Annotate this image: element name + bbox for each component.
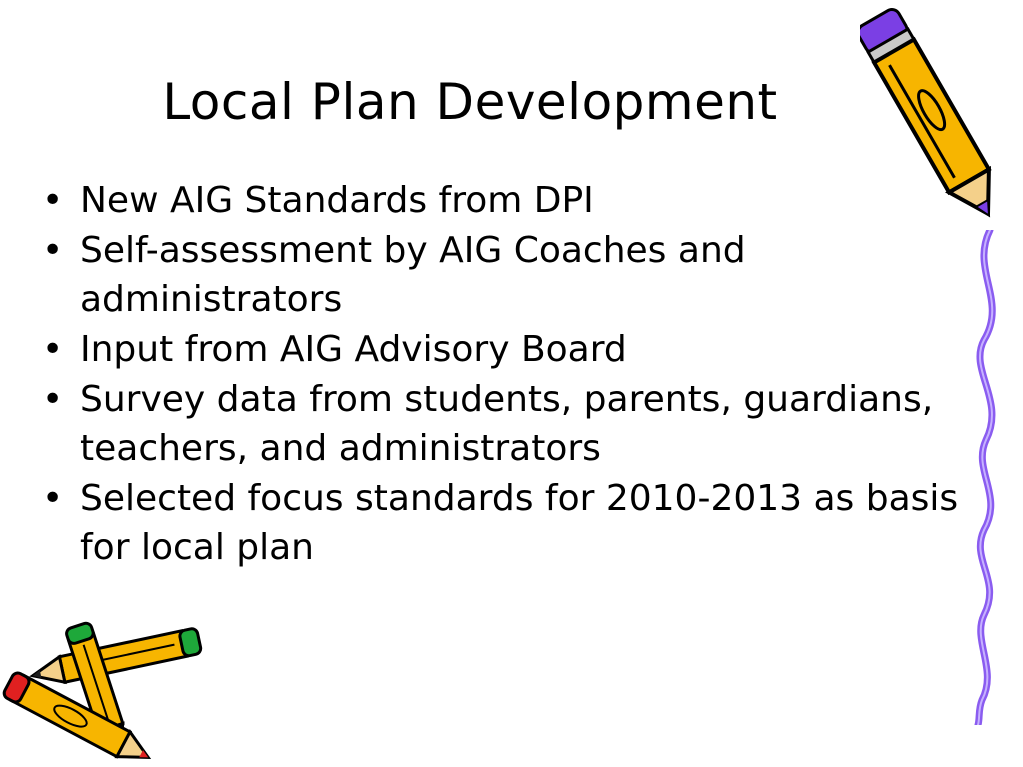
bullet-text: Survey data from students, parents, guardians, teachers, and administrators	[80, 379, 934, 469]
bullet-text: Input from AIG Advisory Board	[80, 329, 627, 370]
slide-title: Local Plan Development	[162, 73, 778, 131]
bullet-icon: •	[42, 180, 64, 221]
bullet-list	[40, 176, 970, 573]
list-item	[40, 375, 970, 473]
pencils-icon	[0, 612, 215, 762]
bullet-icon: •	[42, 379, 64, 420]
bullet-icon: •	[42, 329, 64, 370]
squiggle-line	[962, 230, 1012, 725]
list-item	[40, 325, 970, 374]
bullet-icon: •	[42, 230, 64, 271]
bullet-text: New AIG Standards from DPI	[80, 180, 594, 221]
bullet-icon: •	[42, 478, 64, 519]
bullet-text: Selected focus standards for 2010-2013 as basis for local plan	[80, 478, 959, 568]
list-item	[40, 176, 970, 225]
list-item	[40, 226, 970, 324]
pencil-icon	[860, 0, 1010, 245]
list-item	[40, 474, 970, 572]
bullet-text: Self-assessment by AIG Coaches and administrators	[80, 230, 746, 320]
